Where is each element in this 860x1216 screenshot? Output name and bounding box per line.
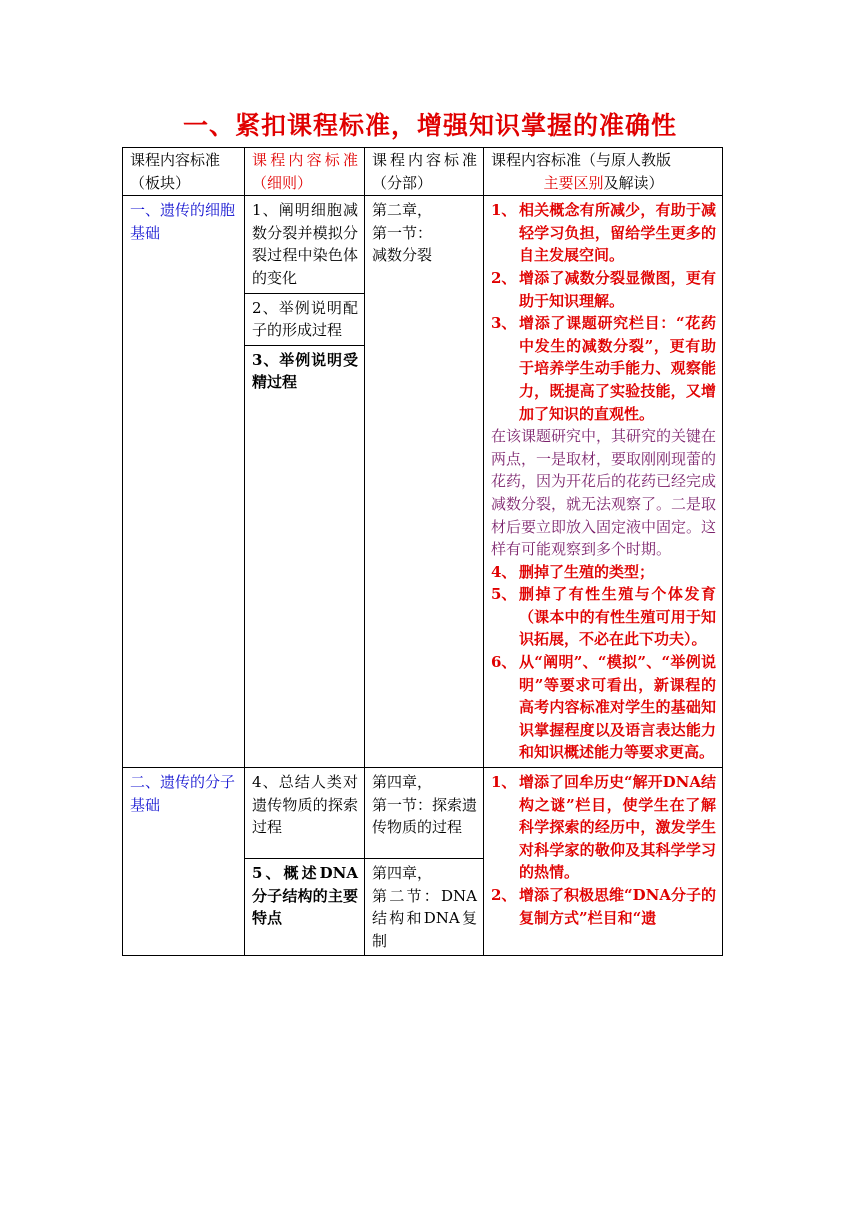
rules-cell-1 bbox=[245, 196, 365, 768]
page-title: 一、紧扣课程标准，增强知识掌握的准确性 bbox=[182, 111, 677, 140]
note-item: 2、 增添了积极思维“DNA分子的复制方式”栏目和“遗 bbox=[491, 886, 716, 927]
part-line: 第四章， bbox=[372, 864, 433, 883]
section-row-2 bbox=[123, 768, 723, 956]
note-item: 5、 删掉了有性生殖与个体发育（课本中的有性生殖可用于知识拓展，不必在此下功夫）。 bbox=[491, 585, 716, 649]
part-line: 减数分裂 bbox=[372, 246, 433, 265]
note-item: 4、 删掉了生殖的类型； bbox=[491, 562, 655, 581]
header-notes-tail: 及解读） bbox=[603, 173, 664, 192]
part-cell-1 bbox=[365, 196, 484, 768]
block-cell-2: 二、遗传的分子基础 bbox=[123, 768, 245, 956]
header-notes-line1: 课程内容标准（与原人教版 bbox=[491, 151, 672, 169]
part-cell-2 bbox=[365, 768, 484, 956]
section-row-1 bbox=[123, 196, 723, 768]
header-rules: 课程内容标准（细则） bbox=[245, 148, 365, 196]
part-line: 第四章， bbox=[372, 773, 433, 792]
note-item: 1、 增添了回牟历史“解开DNA结构之谜”栏目，使学生在了解科学探索的经历中，激发学生对科学家的敬仰及其科学学习的热情。 bbox=[491, 773, 716, 882]
header-notes-line2 bbox=[491, 172, 716, 195]
note-item: 1、 相关概念有所减少，有助于减轻学习负担，留给学生更多的自主发展空间。 bbox=[491, 201, 716, 265]
rule-item: 1、阐明细胞减数分裂并模拟分裂过程中染色体的变化 bbox=[252, 201, 358, 287]
part-block bbox=[365, 858, 483, 955]
rule-item: 3、举例说明受精过程 bbox=[245, 345, 364, 397]
header-part: 课程内容标准（分部） bbox=[365, 148, 484, 196]
note-item: 3、 增添了课题研究栏目：“花药中发生的减数分裂”，更有助于培养学生动手能力、观察能力，既提高了实验技能，又增加了知识的直观性。 bbox=[491, 314, 716, 423]
header-row bbox=[123, 148, 723, 196]
rule-item: 2、举例说明配子的形成过程 bbox=[245, 293, 364, 345]
part-line: 第二节：DNA结构和DNA复制 bbox=[372, 886, 477, 950]
note-paragraph: 在该课题研究中，其研究的关键在两点，一是取材，要取刚刚现蕾的花药，因为开花后的花药已经完成减数分裂，就无法观察了。二是取材后要立即放入固定液中固定。这样有可能观察到多个时期。 bbox=[491, 427, 717, 559]
curriculum-table bbox=[122, 147, 723, 956]
block-cell-1: 一、遗传的细胞基础 bbox=[123, 196, 245, 768]
rule-item: 5、概述DNA分子结构的主要特点 bbox=[245, 858, 364, 933]
header-notes bbox=[484, 148, 723, 196]
notes-cell-1 bbox=[484, 196, 723, 768]
part-line: 第一节： bbox=[372, 223, 433, 242]
header-block: 课程内容标准（板块） bbox=[123, 148, 245, 196]
rule-item: 4、总结人类对遗传物质的探索过程 bbox=[252, 773, 358, 837]
note-item: 6、 从“阐明”、“模拟”、“举例说明”等要求可看出，新课程的高考内容标准对学生的基础知识掌握程度以及语言表达能力和知识概述能力等要求更高。 bbox=[491, 653, 716, 762]
notes-cell-2 bbox=[484, 768, 723, 956]
part-line: 第二章， bbox=[372, 201, 433, 220]
header-notes-red: 主要区别 bbox=[543, 173, 604, 192]
part-block bbox=[365, 768, 483, 858]
rules-cell-2 bbox=[245, 768, 365, 956]
note-item: 2、 增添了减数分裂显微图，更有助于知识理解。 bbox=[491, 268, 716, 310]
part-line: 第一节：探索遗传物质的过程 bbox=[372, 795, 478, 837]
